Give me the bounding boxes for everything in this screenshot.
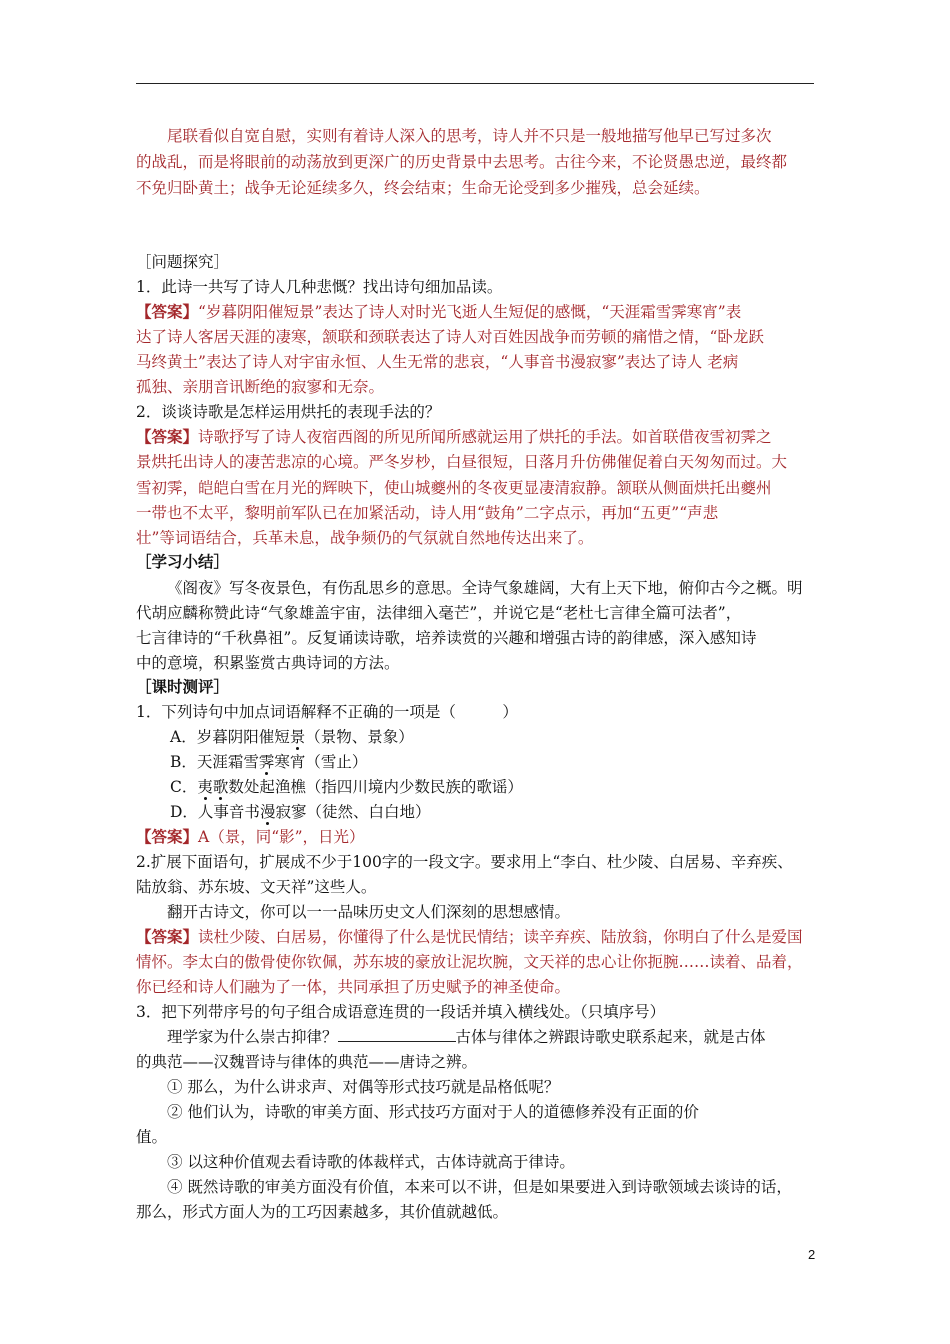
sentence-4-line-2: 那么，形式方面人为的工巧因素越多，其价值就越低。: [136, 1203, 509, 1221]
sentence-2-line-1: ② 他们认为，诗歌的审美方面、形式技巧方面对于人的道德修养没有正面的价: [167, 1103, 699, 1121]
answer-label: 【答案】: [136, 827, 199, 846]
option-d: D．人事音书漫寂寥（徒然、白白地）: [170, 803, 431, 821]
dotted-word: 漫: [259, 803, 276, 821]
dotted-word: 夷: [197, 778, 213, 796]
answer-label: 【答案】: [136, 302, 199, 321]
dotted-word: 景: [289, 728, 306, 746]
test-a2-line-2: 情怀。李太白的傲骨使你钦佩，苏东坡的豪放让泥坎腕，文天祥的忠心让你扼腕……读着、品着，: [136, 953, 803, 971]
option-a: A．岁暮阴阳催短景（景物、景象）: [170, 728, 414, 746]
inquiry-q1: 1．此诗一共写了诗人几种悲慨？找出诗句细加品读。: [136, 278, 503, 296]
dotted-word: 歌: [212, 778, 229, 796]
test-heading: ［课时测评］: [136, 677, 230, 696]
inquiry-heading: ［问题探究］: [136, 253, 230, 271]
option-b: B．天涯霜雪霁寒宵（雪止）: [170, 753, 368, 771]
test-a2-line-1: 【答案】读杜少陵、白居易，你懂得了什么是忧民情结；读辛弃疾、陆放翁，你明白了什么是爱国: [136, 927, 803, 946]
test-q3-stem-line-2: 的典范——汉魏晋诗与律体的典范——唐诗之辨。: [136, 1053, 478, 1071]
answer-blank[interactable]: [338, 1027, 456, 1042]
inquiry-a1-line-3: 马终黄土”表达了诗人对宇宙永恒、人生无常的悲哀，“人事音书漫寂寥”表达了诗人 老病: [136, 353, 739, 371]
summary-heading: ［学习小结］: [136, 552, 230, 571]
option-c: C．夷歌数处起渔樵（指四川境内少数民族的歌谣）: [170, 778, 523, 796]
test-q2-line-3: 翻开古诗文，你可以一一品味历史文人们深刻的思想感情。: [167, 903, 571, 921]
inquiry-a2-line-4: 一带也不太平，黎明前军队已在加紧活动，诗人用“鼓角”二字点示，再加“五更”“声悲: [136, 504, 719, 522]
page-number: 2: [808, 1247, 816, 1262]
inquiry-a2-line-2: 景烘托出诗人的凄苦悲凉的心境。严冬岁杪，白昼很短，日落月升仿佛催促着白天匆匆而过。大: [136, 453, 788, 471]
summary-line-4: 中的意境，积累鉴赏古典诗词的方法。: [136, 654, 400, 672]
inquiry-a1-line-2: 达了诗人客居天涯的凄寒，颔联和颈联表达了诗人对百姓因战争而劳顿的痛惜之情，“卧龙跃: [136, 328, 764, 346]
header-rule: [136, 83, 814, 84]
intro-line-1: 尾联看似自宽自慰，实则有着诗人深入的思考，诗人并不只是一般地描写他早已写过多次: [167, 127, 772, 145]
inquiry-a2-line-1: 【答案】诗歌抒写了诗人夜宿西阁的所见所闻所感就运用了烘托的手法。如首联借夜雪初霁之: [136, 427, 772, 446]
summary-line-3: 七言律诗的“千秋鼻祖”。反复诵读诗歌，培养读赏的兴趣和增强古诗的韵律感，深入感知诗: [136, 629, 757, 647]
summary-line-1: 《阁夜》写冬夜景色，有伤乱思乡的意思。全诗气象雄阔，大有上天下地，俯仰古今之概。明: [167, 579, 803, 597]
inquiry-a1-line-4: 孤独、亲朋音讯断绝的寂寥和无奈。: [136, 378, 385, 396]
inquiry-q2: 2．谈谈诗歌是怎样运用烘托的表现手法的？: [136, 403, 441, 421]
sentence-2-line-2: 值。: [136, 1128, 168, 1146]
sentence-4-line-1: ④ 既然诗歌的审美方面没有价值，本来可以不讲，但是如果要进入到诗歌领域去谈诗的话，: [167, 1178, 792, 1196]
sentence-1: ① 那么，为什么讲求声、对偶等形式技巧就是品格低呢？: [167, 1078, 560, 1096]
test-q3-stem: 理学家为什么崇古抑律？ 古体与律体之辨跟诗歌史联系起来，就是古体: [167, 1028, 766, 1046]
intro-line-2: 的战乱，而是将眼前的动荡放到更深广的历史背景中去思考。古往今来，不论贤愚忠逆，最终都: [136, 153, 788, 171]
test-a2-line-3: 你已经和诗人们融为了一体，共同承担了历史赋予的神圣使命。: [136, 978, 571, 996]
answer-label: 【答案】: [136, 427, 199, 446]
intro-line-3: 不免归卧黄土；战争无论延续多久，终会结束；生命无论受到多少摧残，总会延续。: [136, 179, 710, 197]
dotted-word: 霁: [258, 753, 275, 771]
test-q2-line-2: 陆放翁、苏东坡、文天祥”这些人。: [136, 878, 377, 896]
test-q2-line-1: 2.扩展下面语句，扩展成不少于100字的一段文字。要求用上“李白、杜少陵、白居易、辛弃疾、: [136, 853, 793, 871]
test-a1: 【答案】A（景，同“影”，日光）: [136, 827, 365, 846]
test-q3: 3．把下列带序号的句子组合成语意连贯的一段话并填入横线处。（只填序号）: [136, 1003, 666, 1021]
answer-label: 【答案】: [136, 927, 199, 946]
test-q1: 1．下列诗句中加点词语解释不正确的一项是（ ）: [136, 703, 518, 721]
summary-line-2: 代胡应麟称赞此诗“气象雄盖宇宙，法律细入毫芒”，并说它是“老杜七言律全篇可法者”，: [136, 604, 742, 622]
sentence-3: ③ 以这种价值观去看诗歌的体裁样式，古体诗就高于律诗。: [167, 1153, 575, 1171]
inquiry-a2-line-5: 壮”等词语结合，兵革未息，战争频仍的气氛就自然地传达出来了。: [136, 529, 594, 547]
inquiry-a1-line-1: 【答案】“岁暮阴阳催短景”表达了诗人对时光飞逝人生短促的感慨，“天涯霜雪霁寒宵”表: [136, 302, 742, 321]
inquiry-a2-line-3: 雪初霁，皑皑白雪在月光的辉映下，使山城夔州的冬夜更显凄清寂静。颔联从侧面烘托出夔州: [136, 479, 772, 497]
